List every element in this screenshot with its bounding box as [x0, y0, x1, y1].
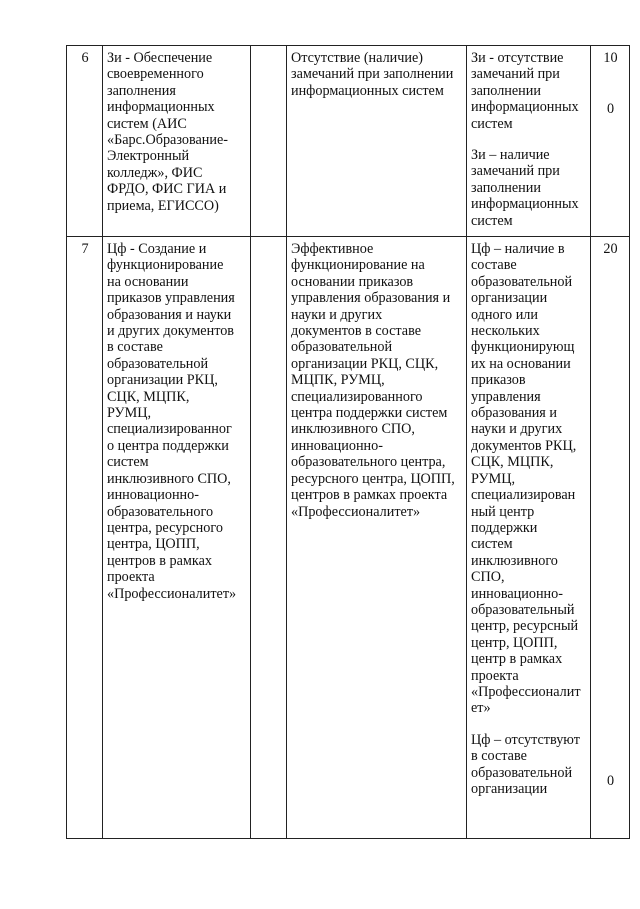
table-row: [67, 237, 630, 839]
indicator-cell: Зи - Обеспечение своевременного заполнения информационных систем (АИС «Барс.Образование- Электронный колледж», ФИС ФРДО, ФИС ГИА и приема, ЕГИССО): [103, 46, 251, 237]
score-value: 0: [606, 101, 615, 118]
criterion-text: Зи - отсутствие замечаний при заполнении информационных систем: [471, 50, 579, 132]
empty-cell: [251, 237, 287, 839]
score-cell: [591, 46, 630, 237]
score-value: 20: [603, 241, 618, 257]
score-cell: [591, 237, 630, 839]
criterion-text: Цф – наличие в составе образовательной организации одного или нескольких функционирующ их на основании приказов управления образования и науки и других документов РКЦ, СЦК, МЦПК, РУМЦ, специализирован ный центр поддержки систем инклюзивного СПО, инновационно- образовательный центр, ресурсный центр, ЦОПП, центр в рамках проекта «Профессионалит ет»: [471, 241, 581, 717]
criterion-text: Цф – отсутствуют в составе образовательной организации: [471, 731, 580, 797]
criterion-text: Зи – наличие замечаний при заполнении информационных систем: [471, 147, 579, 229]
indicator-cell: Цф - Создание и функционирование на основании приказов управления образования и науки и других документов в составе образовательной организации РКЦ, СЦК, МЦПК, РУМЦ, специализированног о центра поддержки систем инклюзивного СПО, инновационно- образовательного центра, ресурсного центра, ЦОПП, центров в рамках проекта «Профессионалитет»: [103, 237, 251, 839]
row-number: 7: [67, 237, 103, 839]
table-row: [67, 46, 630, 237]
score-value: 10: [603, 50, 618, 66]
criteria-cell: [467, 46, 591, 237]
score-value: 0: [606, 773, 615, 790]
criteria-cell: [467, 237, 591, 839]
description-cell: Отсутствие (наличие) замечаний при заполнении информационных систем: [287, 46, 467, 237]
description-cell: Эффективное функционирование на основании приказов управления образования и науки и других документов в составе образовательной организации РКЦ, СЦК, МЦПК, РУМЦ, специализированного центра поддержки систем инклюзивного СПО, инновационно- образовательного центра, ресурсного центра, ЦОПП, центров в рамках проекта «Профессионалитет»: [287, 237, 467, 839]
empty-cell: [251, 46, 287, 237]
row-number: 6: [67, 46, 103, 237]
criteria-table: [66, 45, 630, 839]
